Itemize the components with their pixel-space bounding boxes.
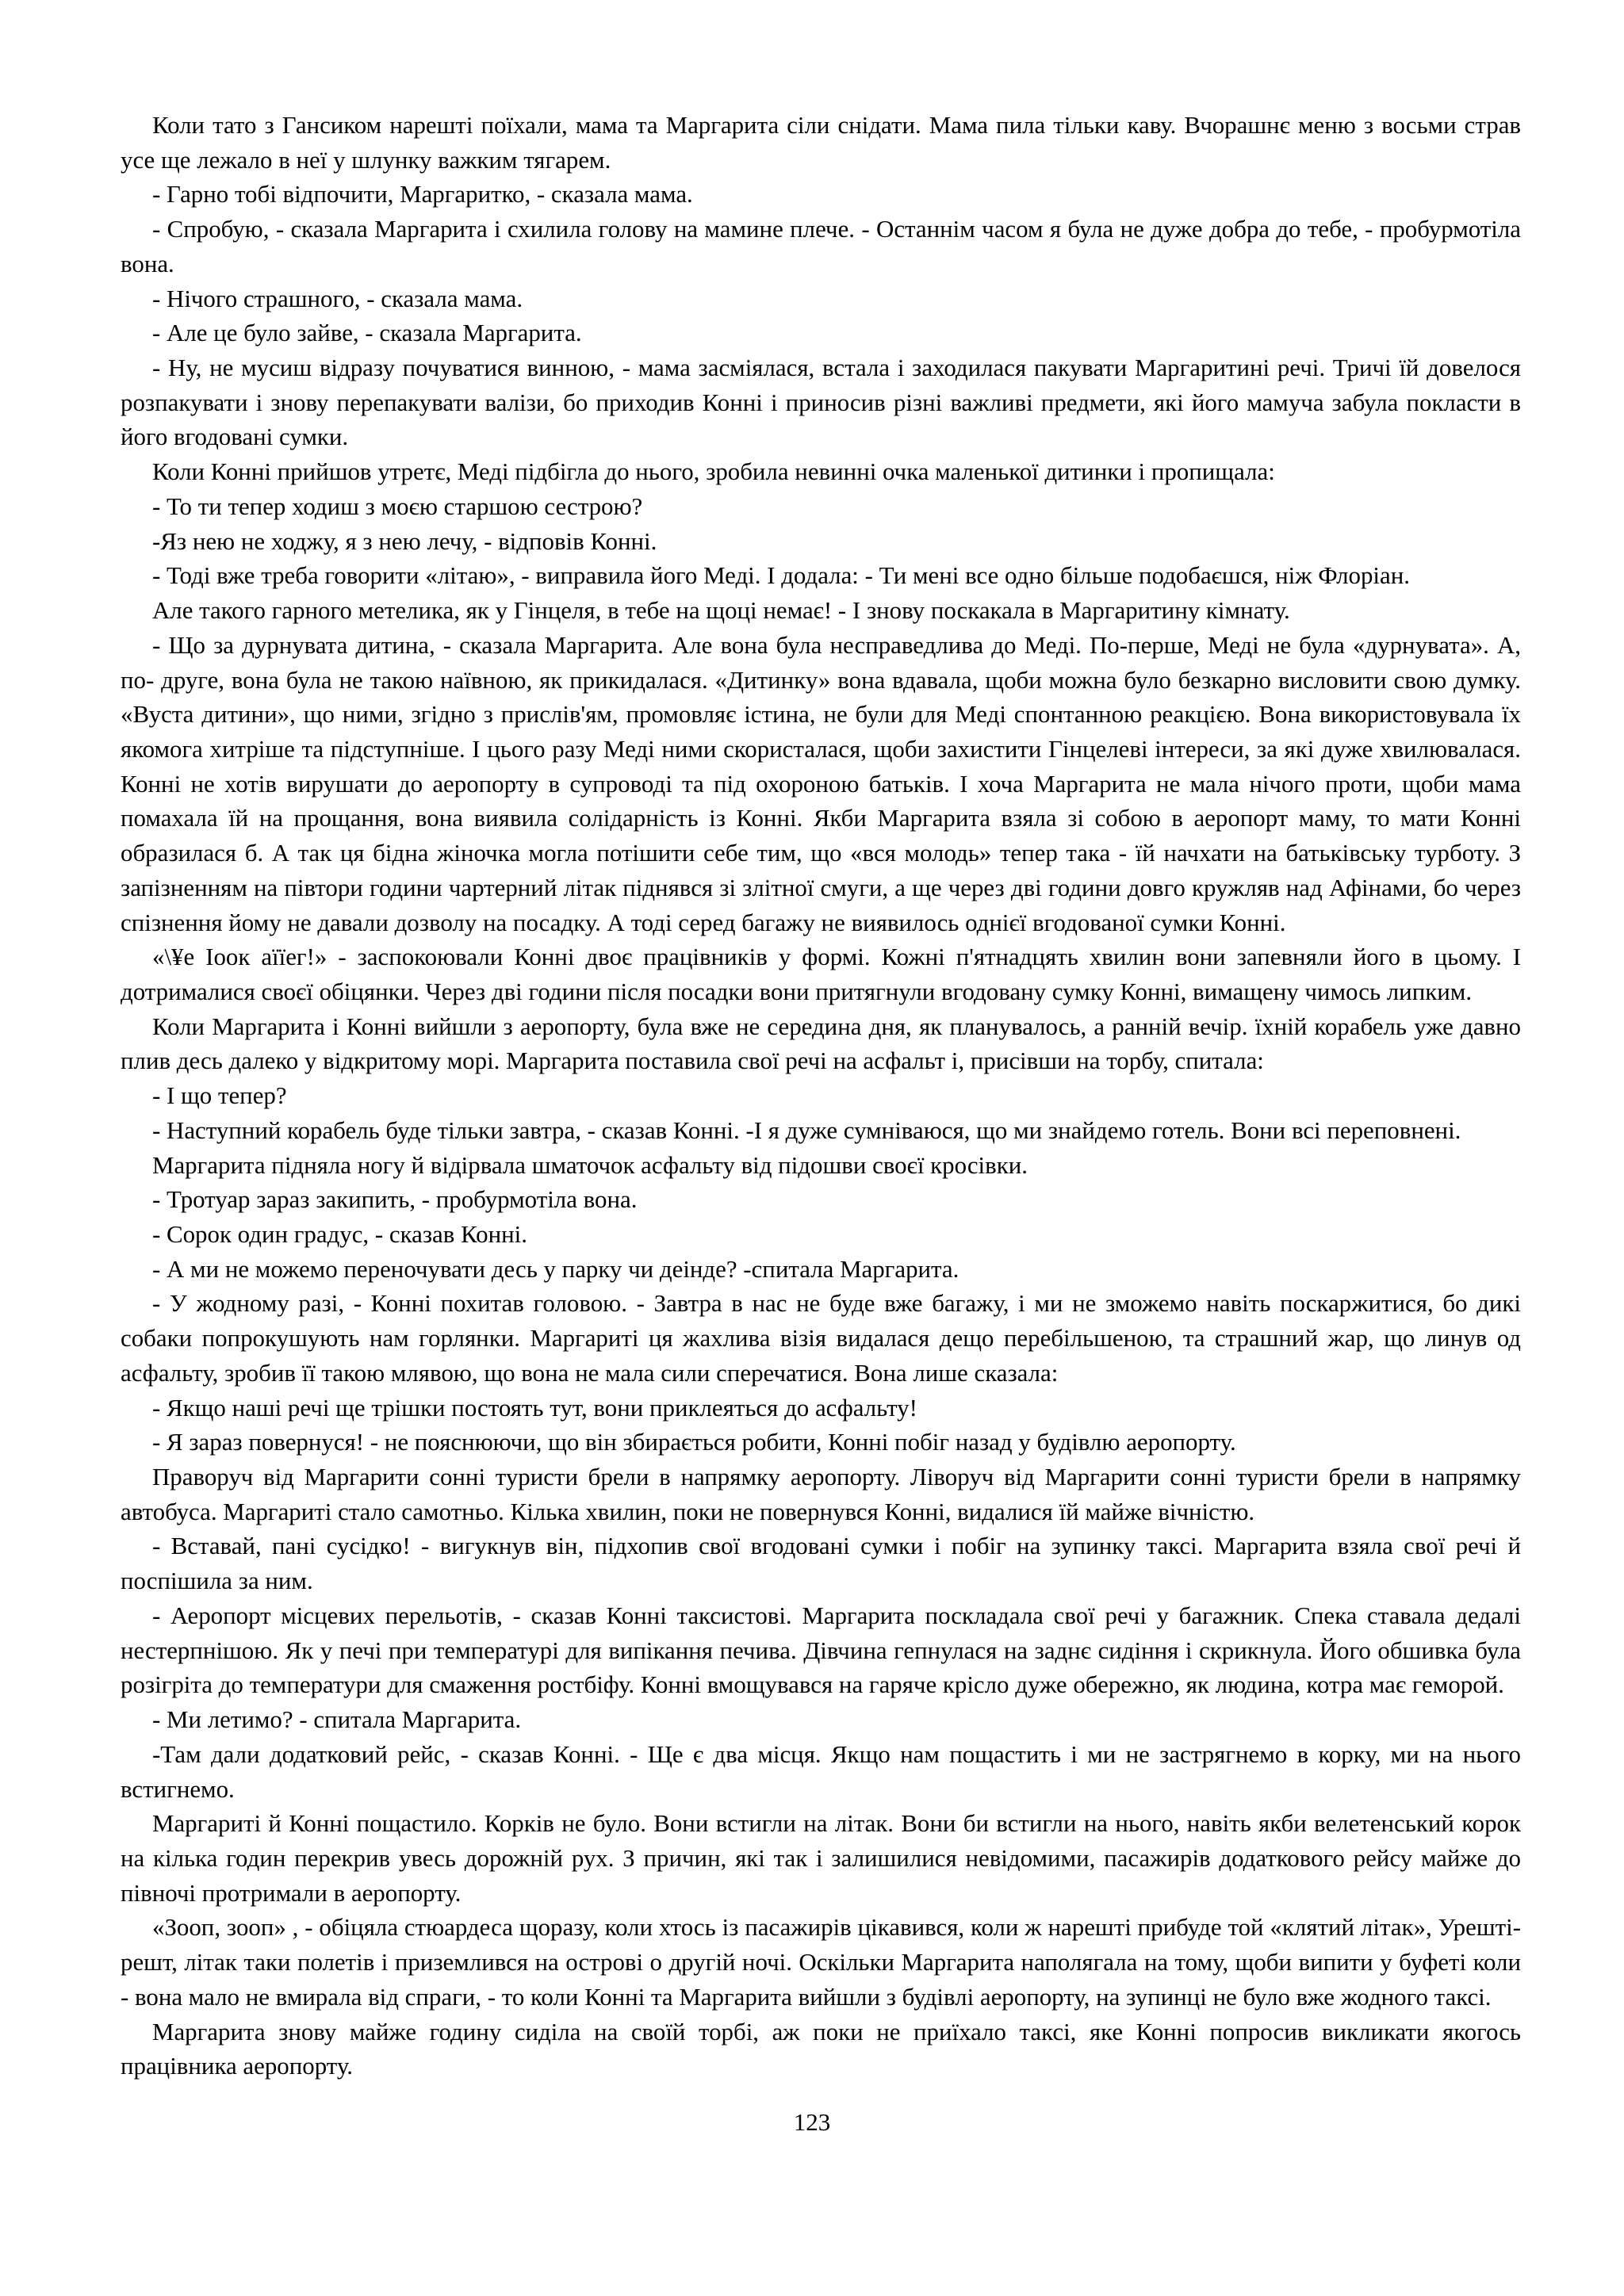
paragraph: «\¥е Іоок аїїег!» - заспокоювали Конні двоє працівників у формі. Кожні п'ятнадцять хвилин вони запевняли його в цьому. І дотрималися своєї обіцянки. Через дві години після посадки вони притягнули вгодовану сумку Конні, вимащену чимось липким. <box>121 943 1521 1005</box>
paragraph: - Сорок один градус, - сказав Конні. <box>152 1220 527 1248</box>
page-number: 123 <box>793 2108 831 2136</box>
paragraph: Коли Конні прийшов утретє, Меді підбігла до нього, зробила невинні очка маленької дитинки і пропищала: <box>152 457 1275 486</box>
paragraph: Праворуч від Маргарити сонні туристи брели в напрямку аеропорту. Ліворуч від Маргарити сонні туристи брели в напрямку автобуса. Маргариті стало самотньо. Кілька хвилин, поки не повернувся Конні, видалися їй майже вічністю. <box>121 1463 1521 1525</box>
paragraph: Маргарита знову майже годину сиділа на своїй торбі, аж поки не приїхало таксі, яке Конні попросив викликати якогось працівника аеропорту. <box>121 2017 1521 2080</box>
paragraph: - Що за дурнувата дитина, - сказала Маргарита. Але вона була несправедлива до Меді. По-перше, Меді не була «дурнувата». А, по- друге, вона була не такою наївною, як прикидалася. «Дитинку» вона вдавала, щоби можна було безкарно висловити свою думку. «Вуста дитини», що ними, згідно з прислів'ям, промовляє істина, не були для Меді спонтанною реакцією. Вона використовувала їх якомога хитріше та підступніше. І цього разу Меді ними скористалася, щоби захистити Гінцелеві інтереси, за які дуже хвилювалася. Конні не хотів вирушати до аеропорту в супроводі та під охороною батьків. І хоча Маргарита не мала нічого проти, щоби мама помахала їй на прощання, вона виявила солідарність із Конні. Якби Маргарита взяла зі собою в аеропорт маму, то мати Конні образилася б. А так ця бідна жіночка могла потішити себе тим, що «вся молодь» тепер така - їй начхати на батьківську турботу. З запізненням на півтори години чартерний літак піднявся зі злітної смуги, а ще через дві години довго кружляв над Афінами, бо через спізнення йому не давали дозволу на посадку. А тоді серед багажу не виявилось однієї вгодованої сумки Конні. <box>121 630 1521 936</box>
paragraph: - То ти тепер ходиш з моєю старшою сестрою? <box>152 492 643 520</box>
paragraph: - І що тепер? <box>152 1081 287 1110</box>
paragraph: - Аеропорт місцевих перельотів, - сказав Конні таксистові. Маргарита поскладала свої речі у багажник. Спека ставала дедалі нестерпнішою. Як у печі при температурі для випікання печива. Дівчина гепнулася на заднє сидіння і скрикнула. Його обшивка була розігріта до температури для смаження ростбіфу. Конні вмощувався на гаряче крісло дуже обережно, як людина, котра має геморой. <box>121 1601 1521 1699</box>
paragraph: -Яз нею не ходжу, я з нею лечу, - відповів Конні. <box>152 526 657 555</box>
paragraph: - Але це було зайве, - сказала Маргарита. <box>152 319 582 347</box>
paragraph: - Наступний корабель буде тільки завтра, - сказав Конні. -І я дуже сумніваюся, що ми знайдемо готель. Вони всі переповнені. <box>152 1115 1461 1144</box>
paragraph: -Там дали додатковий рейс, - сказав Конні. - Ще є два місця. Якщо нам пощастить і ми не застрягнемо в корку, ми на нього встигнемо. <box>121 1739 1521 1803</box>
paragraph: - Ну, не мусиш відразу почуватися винною, - мама засміялася, встала і заходилася пакувати Маргаритині речі. Тричі їй довелося розпакувати і знову перепакувати валізи, бо приходив Конні і приносив різні важливі предмети, які його мамуча забула покласти в його вгодовані сумки. <box>121 354 1521 451</box>
paragraph: - Якщо наші речі ще трішки постоять тут, вони приклеяться до асфальту! <box>152 1393 917 1422</box>
paragraph: Коли тато з Гансиком нарешті поїхали, мама та Маргарита сіли снідати. Мама пила тільки каву. Вчорашнє меню з восьми страв усе ще лежало в неї у шлунку важким тягарем. <box>121 111 1521 174</box>
paragraph: Але такого гарного метелика, як у Гінцеля, в тебе на щоці немає! - І знову поскакала в Маргаритину кімнату. <box>152 596 1290 625</box>
paragraph: - Я зараз повернуся! - не пояснюючи, що він збирається робити, Конні побіг назад у будівлю аеропорту. <box>152 1428 1236 1456</box>
paragraph: Коли Маргарита і Конні вийшли з аеропорту, була вже не середина дня, як планувалось, а ранній вечір. їхній корабель уже давно плив десь далеко у відкритому морі. Маргарита поставила свої речі на асфальт і, присівши на торбу, спитала: <box>121 1012 1521 1075</box>
paragraph: - У жодному разі, - Конні похитав головою. - Завтра в нас не буде вже багажу, і ми не зможемо навіть поскаржитися, бо дикі собаки попрокушують нам горлянки. Маргариті ця жахлива візія видалася дещо перебільшеною, та страшний жар, що линув од асфальту, зробив її такою млявою, що вона не мала сили сперечатися. Вона лише сказала: <box>121 1289 1521 1387</box>
paragraph: Маргариті й Конні пощастило. Корків не було. Вони встигли на літак. Вони би встигли на нього, навіть якби велетенський корок на кілька годин перекрив увесь дорожній рух. З причин, які так і залишилися невідомими, пасажирів додаткового рейсу майже до півночі протримали в аеропорту. <box>121 1809 1521 1907</box>
paragraph: - А ми не можемо переночувати десь у парку чи деінде? -спитала Маргарита. <box>152 1254 959 1283</box>
paragraph: «Зооп, зооп» , - обіцяла стюардеса щоразу, коли хтось із пасажирів цікавився, коли ж нарешті прибуде той «клятий літак», Урешті-решт, літак таки полетів і приземлився на острові о другій ночі. Оскільки Маргарита наполягала на тому, щоби випити у буфеті коли - вона мало не вмирала від спраги, - то коли Конні та Маргарита вийшли з будівлі аеропорту, на зупинці не було вже жодного таксі. <box>121 1913 1521 2011</box>
paragraph: - Вставай, пані сусідко! - вигукнув він, підхопив свої вгодовані сумки і побіг на зупинку таксі. Маргарита взяла свої речі й поспішила за ним. <box>121 1532 1521 1595</box>
paragraph: - Спробую, - сказала Маргарита і схилила голову на мамине плече. - Останнім часом я була не дуже добра до тебе, - пробурмотіла вона. <box>121 215 1521 277</box>
paragraph: Маргарита підняла ногу й відірвала шматочок асфальту від підошви своєї кросівки. <box>152 1150 1028 1179</box>
body-text <box>121 108 1521 2084</box>
paragraph: - Нічого страшного, - сказала мама. <box>152 284 523 312</box>
paragraph: - Гарно тобі відпочити, Маргаритко, - сказала мама. <box>152 180 693 209</box>
paragraph: - Ми летимо? - спитала Маргарита. <box>152 1705 522 1734</box>
paragraph: - Тоді вже треба говорити «літаю», - виправила його Меді. І додала: - Ти мені все одно більше подобаєшся, ніж Флоріан. <box>152 561 1410 590</box>
paragraph: - Тротуар зараз закипить, - пробурмотіла вона. <box>152 1185 638 1214</box>
